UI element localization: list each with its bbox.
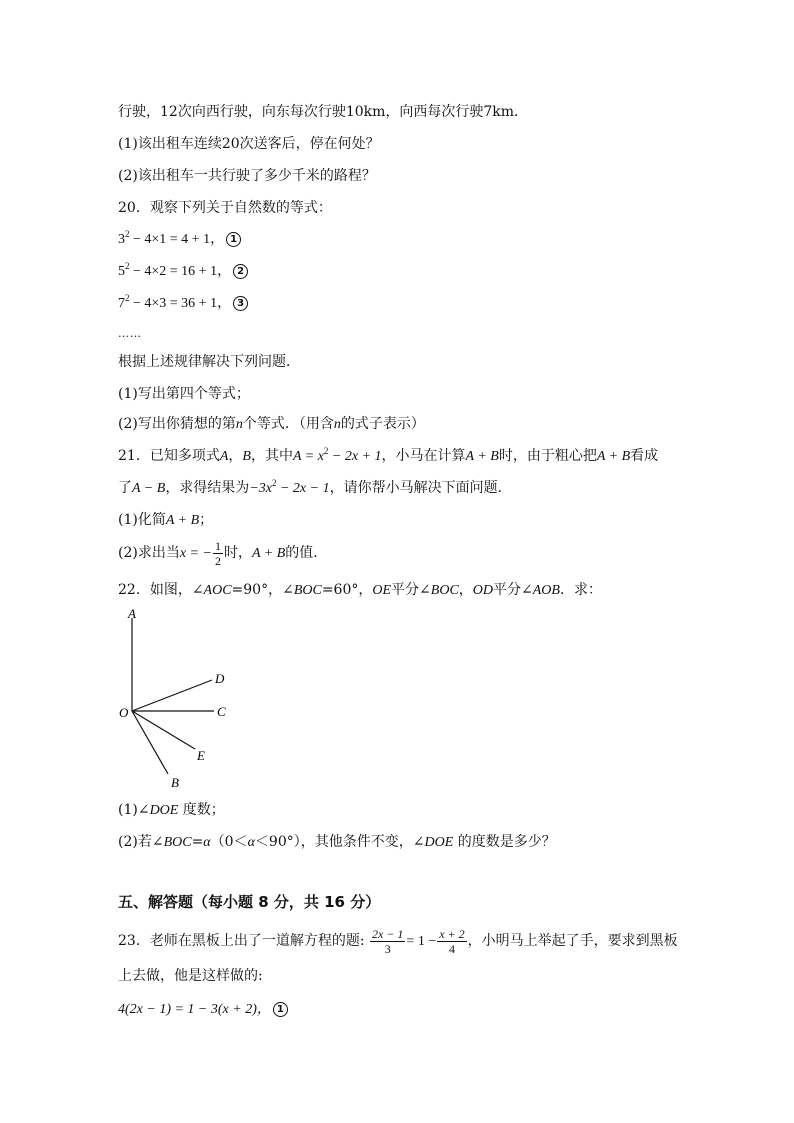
fraction-left — [370, 927, 405, 956]
q23-step1-text: 4(2x − 1) = 1 − 3(x + 2)， — [118, 1002, 271, 1017]
sum-AB-4: A + B — [251, 546, 286, 561]
circled-number-step1: 1 — [273, 1002, 288, 1017]
q19-part1-text: (1)该出租车连续20次送客后，停在何处？ — [118, 136, 380, 152]
frac-left-num: 2x − 1 — [371, 926, 404, 941]
q21-line2 — [118, 478, 512, 499]
ellipsis-text: …… — [118, 327, 142, 340]
eq-A-rest: − 2x + 1 — [328, 449, 382, 464]
ray-oe: OE — [372, 583, 392, 598]
q20-equation-1 — [118, 230, 241, 250]
q22-p2b: （0＜ — [210, 834, 248, 850]
q20-ellipsis — [118, 324, 142, 344]
q21-sep: ， — [228, 448, 243, 464]
q22-p2d: 的度数是多少？ — [453, 834, 556, 850]
q20-title — [118, 198, 332, 218]
label-e: E — [197, 748, 205, 763]
q23-line1 — [118, 924, 678, 959]
q20-part2 — [118, 414, 425, 435]
q23-step1 — [118, 1000, 288, 1020]
q20-title-text: 20．观察下列关于自然数的等式： — [118, 200, 332, 216]
q21-l2c: ，请你帮小马解决下面问题． — [329, 480, 512, 496]
ray-od: OD — [472, 583, 494, 598]
q22-p2eq: = — [191, 834, 204, 850]
q20-equation-2 — [118, 262, 248, 282]
q19-part2-text: (2)该出租车一共行驶了多少千米的路程？ — [118, 168, 376, 184]
q20-equation-3 — [118, 294, 248, 314]
q23-mid: = 1 − — [406, 934, 437, 949]
q19-tail-text: 行驶，12次向西行驶，向东每次行驶10km，向西每次行驶7km． — [118, 104, 529, 120]
eq-A-exp: 2 — [323, 446, 329, 456]
ray-ob — [132, 711, 168, 774]
q20-part1-text: (1)写出第四个等式； — [118, 386, 250, 402]
poly-A: A — [219, 449, 229, 464]
frac-num: 1 — [214, 538, 221, 553]
x-equals: x = − — [179, 546, 212, 561]
q21-part2 — [118, 538, 327, 569]
q22-l1g: ．求： — [559, 582, 602, 598]
alpha-1: α — [203, 835, 211, 850]
q22-part1 — [118, 800, 225, 821]
frac-right-den: 4 — [448, 941, 455, 956]
q22-part2 — [118, 832, 556, 853]
eq-A: A = x — [292, 449, 324, 464]
q21-l1e: 看成 — [630, 448, 659, 464]
q22-l1c: =60°， — [321, 582, 373, 598]
frac-den: 2 — [214, 553, 221, 568]
angle-boc-3: BOC — [163, 835, 192, 850]
angle-doe: DOE — [149, 803, 179, 818]
q21-l1d: 时，由于粗心把 — [498, 448, 597, 464]
q21-l1c: ，小马在计算 — [381, 448, 466, 464]
q22-l1a: 22．如图，∠ — [118, 582, 204, 598]
label-d: D — [215, 671, 225, 686]
q22-p1b: 度数； — [178, 802, 225, 818]
fraction-half — [213, 539, 223, 568]
angle-boc-2: BOC — [430, 583, 459, 598]
result-rest: − 2x − 1 — [276, 481, 330, 496]
q21-part1 — [118, 510, 213, 531]
q22-p1a: (1)∠ — [118, 802, 150, 818]
ray-od-line — [132, 680, 212, 711]
circled-number-2: 2 — [233, 264, 248, 279]
q22-l1f: 平分∠ — [493, 582, 533, 598]
eq1-exp: 2 — [125, 229, 130, 239]
q22-line1 — [118, 580, 602, 601]
q21-l1a: 21．已知多项式 — [118, 448, 220, 464]
eq2-base: 5 — [118, 264, 125, 279]
section-5-title: 五、解答题（每小题 8 分，共 16 分） — [118, 893, 381, 911]
frac-right-num: x + 2 — [439, 926, 465, 941]
q21-p2a: (2)求出当 — [118, 545, 180, 561]
q19-part2 — [118, 166, 376, 186]
q21-p2b: 时， — [223, 545, 252, 561]
eq1-base: 3 — [118, 232, 125, 247]
label-b: B — [171, 775, 179, 790]
q20-part2-b: 个等式．（用含 — [242, 416, 334, 432]
q23-l1a: 23．老师在黑板上出了一道解方程的题: — [118, 933, 365, 949]
result-expr: −3x — [249, 481, 272, 496]
q22-p2a: (2)若∠ — [118, 834, 164, 850]
frac-left-den: 3 — [384, 941, 391, 956]
angle-aoc: AOC — [203, 583, 232, 598]
q22-p2c: ＜90°），其他条件不变，∠ — [254, 834, 425, 850]
sum-AB: A + B — [465, 449, 499, 464]
q20-part1 — [118, 384, 250, 404]
q21-line1 — [118, 446, 658, 467]
q19-part1 — [118, 134, 380, 154]
angle-boc: BOC — [293, 583, 322, 598]
q22-l1d: 平分∠ — [391, 582, 431, 598]
q23-line2 — [118, 966, 263, 986]
eq3-base: 7 — [118, 296, 125, 311]
q23-l1b: ，小明马上举起了手，要求到黑板 — [467, 933, 678, 949]
q21-l1b: ，其中 — [250, 448, 293, 464]
var-n-2: n — [333, 417, 341, 432]
sum-AB-3: A + B — [165, 513, 200, 528]
q21-p2c: 的值． — [285, 545, 328, 561]
angle-aob: AOB — [532, 583, 560, 598]
circled-number-3: 3 — [233, 296, 248, 311]
section-5-heading — [118, 892, 380, 912]
q21-l2a: 了 — [118, 480, 132, 496]
eq3-rest: − 4×3 = 36 + 1， — [129, 296, 232, 311]
q21-p1a: (1)化简 — [118, 512, 166, 528]
q20-part2-c: 的式子表示） — [340, 416, 425, 432]
var-n: n — [235, 417, 243, 432]
q23-line2-text: 上去做，他是这样做的: — [118, 968, 263, 984]
eq3-exp: 2 — [125, 293, 130, 303]
alpha-2: α — [247, 835, 255, 850]
eq1-rest: − 4×1 = 4 + 1， — [129, 232, 225, 247]
q22-l1e: ， — [458, 582, 473, 598]
eq2-exp: 2 — [125, 261, 130, 271]
label-o: O — [119, 705, 129, 720]
sum-AB-2: A + B — [596, 449, 631, 464]
label-c: C — [217, 704, 226, 719]
q19-tail — [118, 102, 528, 122]
q21-p1b: ； — [199, 512, 214, 528]
q22-l1b: =90°，∠ — [231, 582, 294, 598]
result-exp: 2 — [271, 478, 277, 488]
angle-figure — [110, 604, 250, 794]
label-a: A — [128, 606, 136, 621]
diff-AB: A − B — [132, 481, 166, 496]
q20-rule — [118, 352, 300, 372]
poly-B: B — [242, 449, 251, 464]
q20-rule-text: 根据上述规律解决下列问题． — [118, 354, 300, 370]
q20-part2-a: (2)写出你猜想的第 — [118, 416, 236, 432]
ray-oe-line — [132, 711, 195, 749]
circled-number-1: 1 — [226, 232, 241, 247]
angle-doe-2: DOE — [424, 835, 454, 850]
q21-l2b: ，求得结果为 — [165, 480, 250, 496]
fraction-right — [437, 927, 466, 956]
eq2-rest: − 4×2 = 16 + 1， — [129, 264, 232, 279]
